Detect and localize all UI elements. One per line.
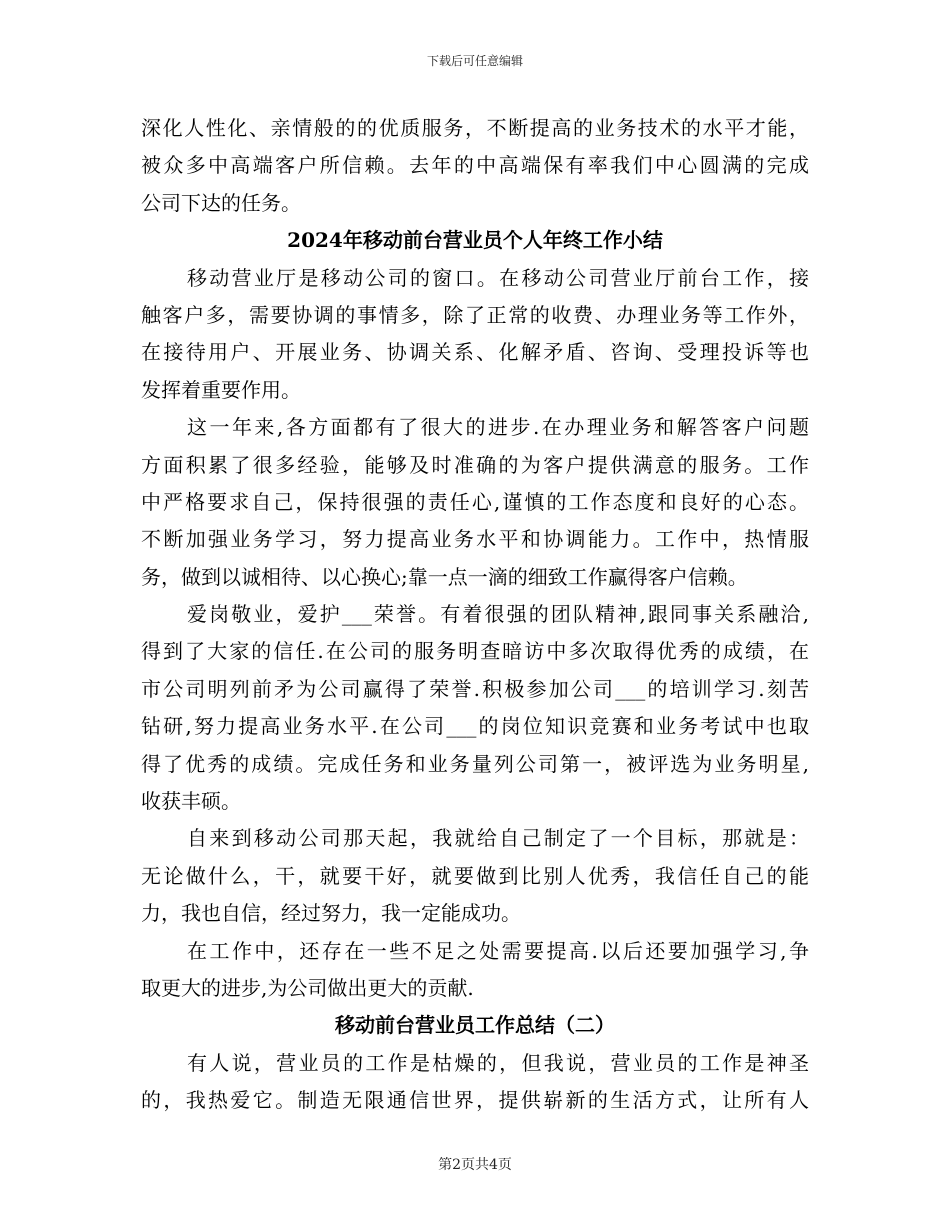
text-line: 在工作中，还存在一些不足之处需要提高.以后还要加强学习,争	[187, 938, 809, 963]
text-line: 被众多中高端客户所信赖。去年的中高端保有率我们中心圆满的完成	[141, 153, 809, 178]
document-body	[141, 110, 809, 1120]
paragraph	[141, 409, 809, 596]
text-line: 得到了大家的信任.在公司的服务明查暗访中多次取得优秀的成绩，在	[141, 639, 809, 664]
text-line: 无论做什么，干，就要干好，就要做到比别人优秀，我信任自己的能	[141, 863, 809, 888]
text-line: 有人说，营业员的工作是枯燥的，但我说，营业员的工作是神圣	[187, 1050, 809, 1075]
text-line: 移动营业厅是移动公司的窗口。在移动公司营业厅前台工作，接	[187, 265, 809, 290]
text-line: 取更大的进步,为公司做出更大的贡献.	[141, 975, 474, 1000]
text-line: 深化人性化、亲情般的的优质服务，不断提高的业务技术的水平才能，	[141, 116, 809, 140]
text-line: 公司下达的任务。	[141, 190, 301, 215]
text-line: 方面积累了很多经验，能够及时准确的为客户提供满意的服务。工作	[141, 452, 809, 477]
page-header: 下载后可任意编辑	[426, 54, 523, 68]
text-line: 钻研,努力提高业务水平.在公司___的岗位知识竞赛和业务考试中也取	[141, 714, 809, 739]
paragraph	[141, 1045, 809, 1120]
text-line: 收获丰硕。	[141, 789, 241, 814]
text-line: 这一年来,各方面都有了很大的进步.在办理业务和解答客户问题	[187, 415, 809, 440]
paragraph	[141, 933, 809, 1008]
paragraph	[141, 110, 809, 222]
text-line: 在接待用户、开展业务、协调关系、化解矛盾、咨询、受理投诉等也	[141, 340, 809, 365]
text-line: 触客户多，需要协调的事情多，除了正常的收费、办理业务等工作外，	[141, 302, 809, 327]
text-line: 不断加强业务学习，努力提高业务水平和协调能力。工作中，热情服	[141, 527, 809, 552]
section-heading: 2024年移动前台营业员个人年终工作小结	[287, 228, 663, 253]
text-line: 得了优秀的成绩。完成任务和业务量列公司第一，被评选为业务明星,	[141, 751, 809, 776]
paragraph	[141, 596, 809, 820]
page-footer: 第2页共4页	[438, 1157, 512, 1173]
text-line: 爱岗敬业，爱护___荣誉。有着很强的团队精神,跟同事关系融洽,	[187, 602, 809, 627]
text-line: 中严格要求自己，保持很强的责任心,谨慎的工作态度和良好的心态。	[141, 489, 809, 514]
paragraph	[141, 820, 809, 932]
text-line: 市公司明列前矛为公司赢得了荣誉.积极参加公司___的培训学习.刻苦	[141, 676, 809, 701]
text-line: 发挥着重要作用。	[141, 377, 301, 402]
text-line: 力，我也自信，经过努力，我一定能成功。	[141, 901, 521, 926]
text-line: 自来到移动公司那天起，我就给自己制定了一个目标，那就是：	[187, 826, 809, 851]
text-line: 的，我热爱它。制造无限通信世界，提供崭新的生活方式，让所有人	[141, 1088, 809, 1113]
section-heading: 移动前台营业员工作总结（二）	[335, 1013, 615, 1038]
paragraph	[141, 260, 809, 410]
text-line: 务，做到以诚相待、以心换心;靠一点一滴的细致工作赢得客户信赖。	[141, 564, 748, 589]
